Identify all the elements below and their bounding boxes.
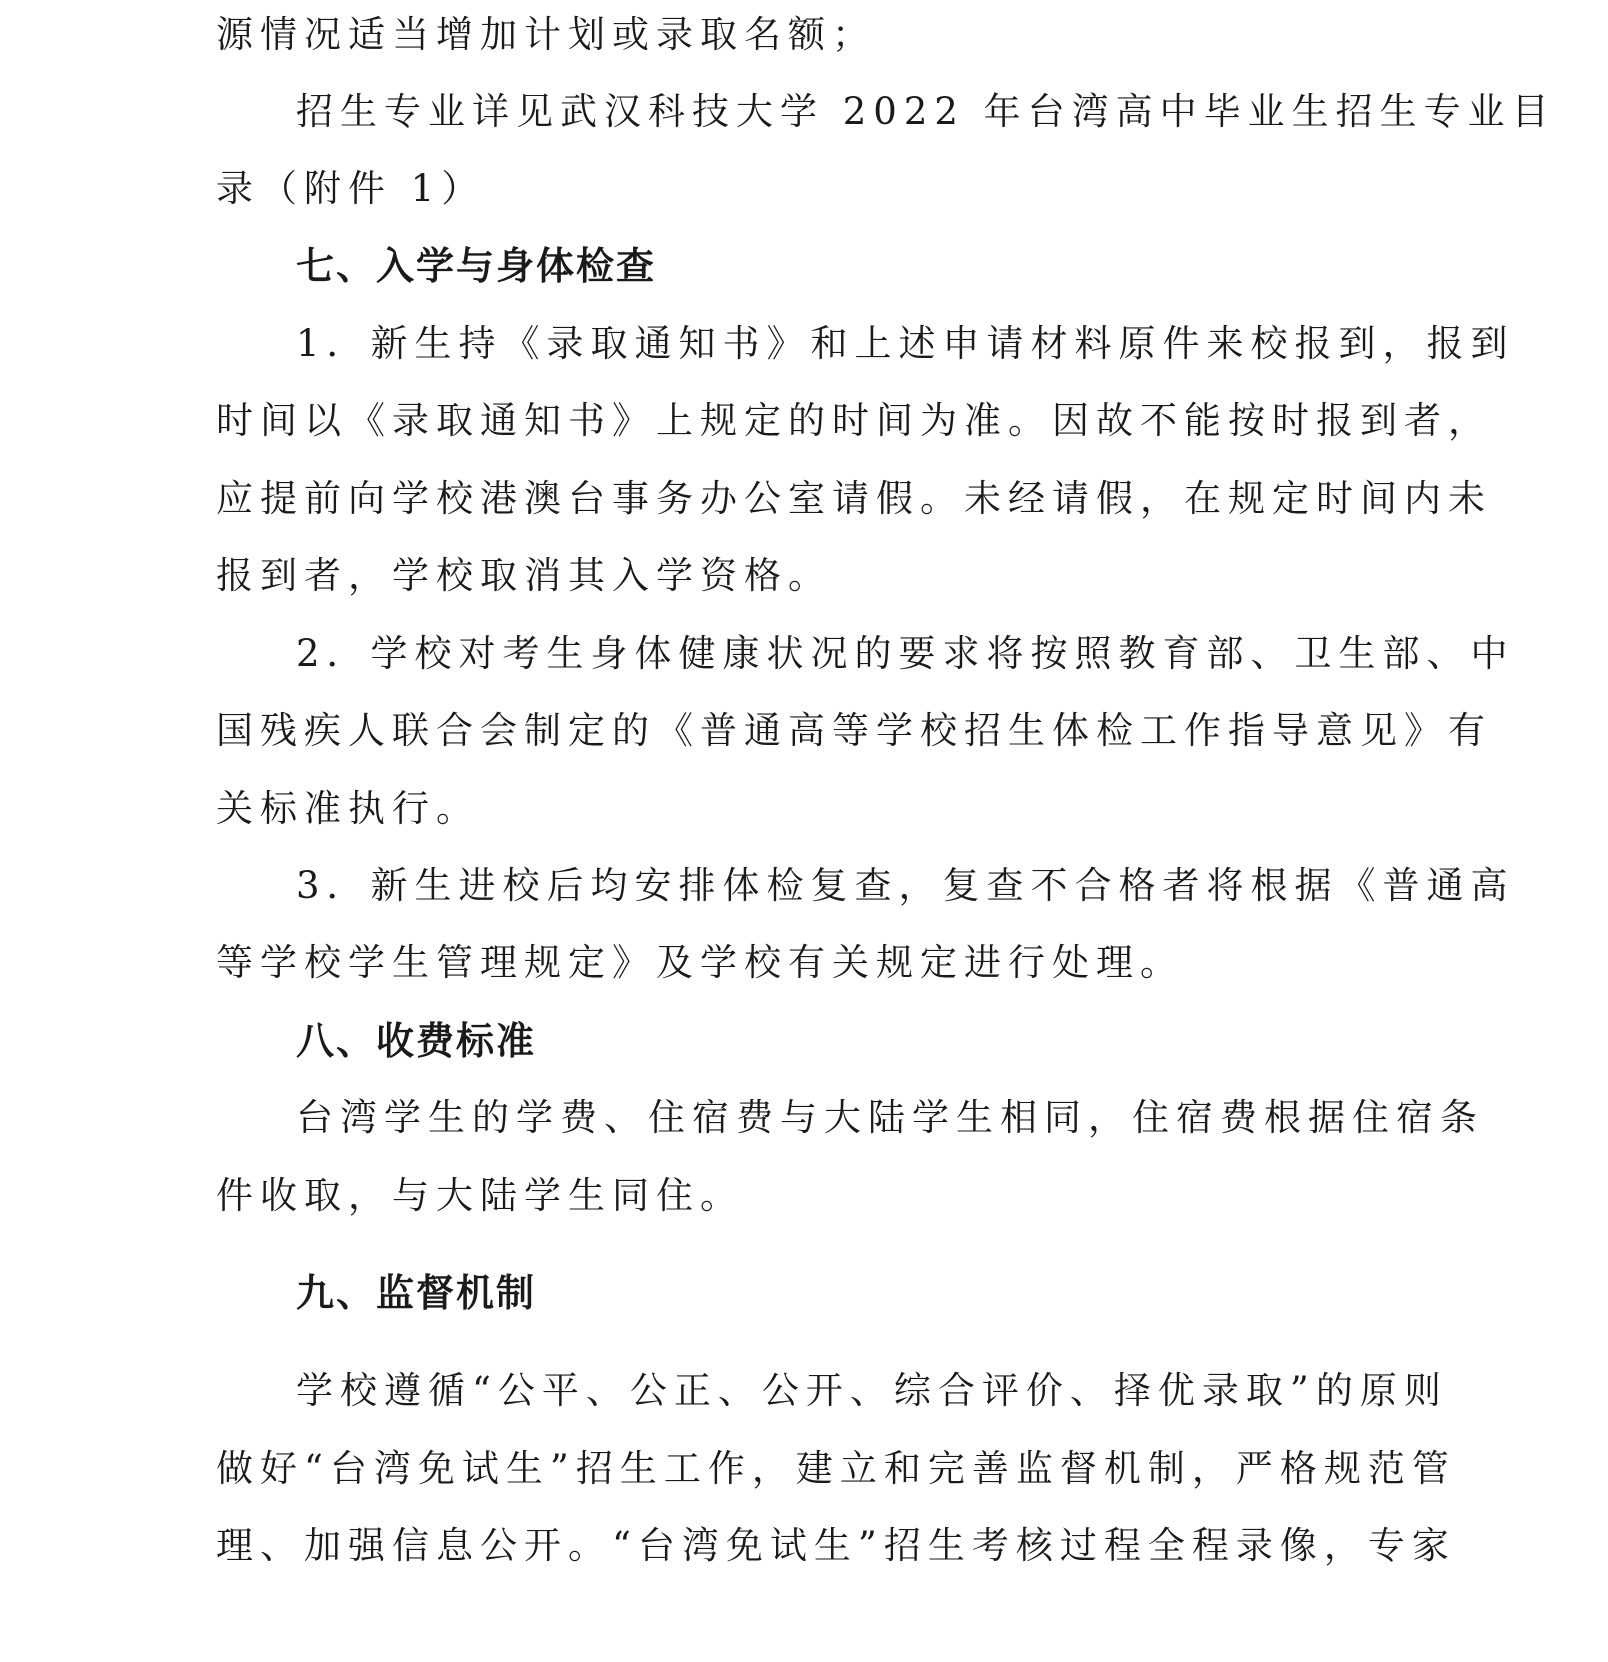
paragraph-line: 台湾学生的学费、住宿费与大陆学生相同，住宿费根据住宿条: [296, 1096, 1484, 1139]
section-heading-9: 九、监督机制: [296, 1271, 537, 1315]
paragraph-line: 招生专业详见武汉科技大学 2022 年台湾高中毕业生招生专业目: [296, 90, 1556, 133]
paragraph-line: 等学校学生管理规定》及学校有关规定进行处理。: [216, 941, 1184, 984]
paragraph-line: 3．新生进校后均安排体检复查，复查不合格者将根据《普通高: [296, 864, 1515, 907]
paragraph-line: 件收取，与大陆学生同住。: [216, 1174, 744, 1217]
paragraph-line: 2．学校对考生身体健康状况的要求将按照教育部、卫生部、中: [296, 632, 1515, 675]
paragraph-line: 时间以《录取通知书》上规定的时间为准。因故不能按时报到者，: [216, 399, 1492, 442]
paragraph-line: 国残疾人联合会制定的《普通高等学校招生体检工作指导意见》有: [216, 709, 1492, 752]
paragraph-line: 源情况适当增加计划或录取名额；: [216, 13, 876, 56]
paragraph-line: 学校遵循“公平、公正、公开、综合评价、择优录取”的原则: [296, 1369, 1448, 1412]
paragraph-line: 1．新生持《录取通知书》和上述申请材料原件来校报到，报到: [296, 322, 1515, 365]
section-heading-7: 七、入学与身体检查: [296, 244, 657, 288]
section-heading-8: 八、收费标准: [296, 1019, 537, 1063]
paragraph-line: 理、加强信息公开。“台湾免试生”招生考核过程全程录像，专家: [216, 1524, 1456, 1567]
paragraph-line: 报到者，学校取消其入学资格。: [216, 554, 832, 597]
paragraph-line: 录（附件 1）: [216, 167, 486, 210]
paragraph-line: 关标准执行。: [216, 787, 480, 830]
paragraph-line: 应提前向学校港澳台事务办公室请假。未经请假，在规定时间内未: [216, 477, 1492, 520]
paragraph-line: 做好“台湾免试生”招生工作，建立和完善监督机制，严格规范管: [216, 1447, 1456, 1490]
